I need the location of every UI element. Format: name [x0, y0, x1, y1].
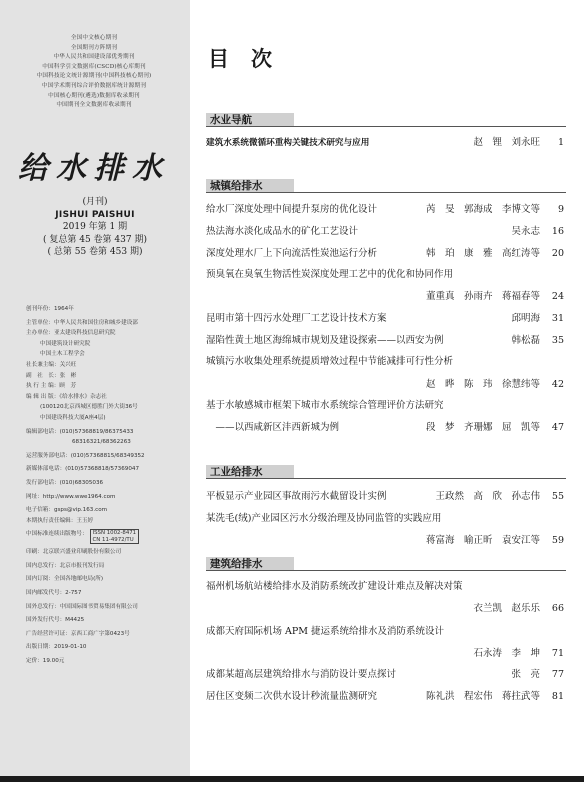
info-domestic-code: 国内邮发代号：2-757	[26, 590, 82, 597]
entry-title: 湿陷性黄土地区海绵城市规划及建设探索——以西安为例	[206, 335, 444, 346]
toc-entry[interactable]	[206, 668, 564, 682]
section-divider	[206, 126, 566, 127]
cn-number: CN 11-4972/TU	[92, 536, 134, 543]
section-header	[206, 113, 566, 127]
entry-page: 31	[551, 313, 564, 324]
info-sponsor-3: 中国土木工程学会	[40, 351, 85, 358]
entry-authors: 段 梦 齐珊娜 屈 凯等	[425, 422, 540, 433]
info-editorial-phone-2: 68316321/68362263	[72, 439, 131, 446]
indexing-line: 中国科技论文统计源期刊(中国科技核心期刊)	[36, 73, 152, 80]
entry-authors: 赵 锂 刘永旺	[473, 137, 540, 148]
toc-entry-continuation[interactable]	[206, 378, 564, 392]
info-address-2: 中国建设科技大厦A座4层)	[40, 414, 106, 421]
info-distribution-phone: 发行部电话：(010)68305036	[26, 479, 104, 486]
page-title: 目次	[208, 47, 294, 71]
info-email[interactable]: 电子信箱：gsps@vip.163.com	[26, 507, 108, 514]
entry-page: 20	[551, 248, 564, 259]
entry-authors: 衣兰凯 赵乐乐	[473, 603, 540, 614]
entry-title: 建筑水系统微循环重构关键技术研究与应用	[206, 138, 370, 148]
entry-authors: 陈礼洪 程宏伟 蒋拄武等	[425, 691, 540, 702]
entry-page: 71	[551, 648, 564, 659]
info-issue-editor: 本期执行责任编辑：王玉婷	[26, 517, 94, 524]
info-publisher: 编 辑 出 版：《给水排水》杂志社	[26, 393, 107, 400]
indexing-line: 中华人民共和国建设部优秀期刊	[53, 54, 135, 61]
indexing-line: 全国期刊方阵期刊	[70, 44, 118, 51]
info-founded: 创刊年份：1964年	[26, 306, 74, 312]
entry-page: 35	[551, 335, 564, 346]
entry-authors: 张 亮	[511, 669, 540, 680]
entry-title: 城镇污水收集处理系统提质增效过程中节能减排可行性分析	[206, 356, 454, 367]
masthead-info	[26, 304, 186, 667]
toc-entry[interactable]	[206, 690, 564, 704]
info-website[interactable]: 网址：http://www.wwe1964.com	[26, 493, 116, 500]
entry-title: 居住区变频二次供水设计秒流量监测研究	[206, 691, 378, 702]
toc-entry[interactable]	[206, 268, 564, 282]
issn-cn-box	[90, 529, 140, 544]
entry-authors: 韩松磊	[511, 335, 540, 346]
issue-number: 2019 年第 1 期	[62, 222, 128, 232]
entry-page: 42	[551, 379, 564, 390]
entry-authors: 吴永志	[511, 226, 540, 237]
indexing-line: 全国中文核心期刊	[70, 35, 118, 41]
entry-page: 9	[557, 204, 564, 215]
entry-page: 47	[551, 422, 564, 433]
toc-entry[interactable]	[206, 512, 564, 526]
info-chief-editor: 社长兼主编：关兴旺	[26, 361, 77, 368]
entry-page: 55	[551, 491, 564, 502]
svg-text:给水排水: 给水排水	[18, 151, 170, 184]
entry-authors: 芮 旻 郭海成 李博文等	[425, 204, 540, 215]
publication-info	[14, 196, 176, 259]
section-title: 城镇给排水	[210, 180, 263, 192]
entry-title: 基于水敏感城市框架下城市水系统综合管理评价方法研究	[206, 400, 444, 411]
frequency-label: (月刊)	[82, 197, 108, 207]
entry-page: 16	[551, 226, 564, 237]
entry-authors: 董重真 孙雨卉 蒋福春等	[425, 291, 540, 302]
toc-entry[interactable]	[206, 580, 564, 594]
info-publish-date: 出版日期：2019-01-10	[26, 644, 87, 651]
info-sponsor-2: 中国建筑设计研究院	[40, 340, 91, 347]
entry-authors: 蒋富海 喻正昕 袁安江等	[425, 535, 540, 546]
info-media-phone: 新媒体部电话：(010)57368818/57369047	[26, 466, 140, 473]
toc-entry-continuation[interactable]	[206, 534, 564, 548]
toc-entry[interactable]	[206, 136, 564, 150]
toc-entry[interactable]	[206, 625, 564, 639]
info-operations-phone: 运营服务部电话：(010)57368815/68349352	[26, 452, 145, 459]
info-executive-editor: 执 行 主 编：顾 芳	[26, 383, 77, 390]
series-volume-1: ( 复总第 45 卷第 437 期)	[43, 234, 147, 245]
entry-authors: 王政然 高 欣 孙志伟	[435, 491, 540, 502]
info-domestic-subscription: 国内订阅：全国各地邮电局(所)	[26, 576, 104, 583]
entry-page: 66	[551, 603, 564, 614]
info-vice-president: 副 社 长：张 彬	[26, 372, 77, 379]
toc-entry[interactable]	[206, 247, 564, 261]
info-printer: 印刷：北京联兴盛业印刷股份有限公司	[26, 549, 122, 556]
section-title: 建筑给排水	[210, 558, 263, 570]
issn-number: ISSN 1002-8471	[92, 530, 137, 537]
entry-page: 59	[551, 535, 564, 546]
toc-entry-continuation[interactable]	[206, 290, 564, 304]
info-domestic-distributor: 国内总发行：北京市报刊发行局	[26, 562, 105, 569]
journal-calligraphy-logo	[10, 150, 178, 184]
entry-title: 昆明市第十四污水处理厂工艺设计技术方案	[206, 313, 387, 324]
toc-entry[interactable]	[206, 355, 564, 369]
entry-title: 热法海水淡化成品水的矿化工艺设计	[206, 226, 359, 237]
toc-entry[interactable]	[206, 312, 564, 326]
entry-title: 给水厂深度处理中间提升泵房的优化设计	[206, 204, 378, 215]
info-supervisor: 主管单位：中华人民共和国住房和城乡建设部	[26, 319, 138, 326]
entry-title: 深度处理水厂上下向流活性炭池运行分析	[206, 248, 378, 259]
cover-sidebar	[0, 0, 190, 776]
entry-authors: 赵 晔 陈 玮 徐慧纬等	[425, 379, 540, 390]
toc-entry-continuation[interactable]	[206, 602, 564, 616]
info-sponsor: 主办单位：亚太建设科技信息研究院	[26, 330, 116, 337]
table-of-contents	[190, 0, 584, 776]
info-overseas-code: 国外发行代号：M4425	[26, 617, 85, 624]
entry-page: 1	[557, 137, 564, 148]
entry-title: 福州机场航站楼给排水及消防系统改扩建设计难点及解决对策	[206, 581, 463, 592]
entry-title: 平板显示产业园区事故雨污水截留设计实例	[206, 491, 387, 502]
toc-entry[interactable]	[206, 225, 564, 239]
entry-subtitle: ——以西咸新区沣西新城为例	[206, 422, 340, 433]
entry-title: 成都某超高层建筑给排水与消防设计要点探讨	[206, 669, 397, 680]
indexing-line: 中国核心期刊(遴选)数据库收录期刊	[48, 92, 140, 99]
serial-number-label: 中国标准连续出版物号：	[26, 531, 88, 538]
entry-page: 77	[551, 669, 564, 680]
toc-entry[interactable]	[206, 399, 564, 413]
info-editorial-phone: 编辑部电话：(010)57368819/86375433	[26, 428, 134, 435]
entry-page: 24	[551, 291, 564, 302]
indexing-line: 中国期刊全文数据库收录期刊	[56, 102, 132, 109]
entry-authors: 石永涛 李 坤	[473, 648, 540, 659]
toc-entry-continuation[interactable]	[206, 647, 564, 661]
entry-title: 成都天府国际机场 APM 捷运系统给排水及消防系统设计	[206, 626, 445, 637]
section-title: 水业导航	[210, 114, 252, 126]
journal-indexing-list	[14, 34, 174, 111]
indexing-line: 中国学术期刊综合评价数据库统计源期刊	[41, 82, 147, 89]
entry-title: 某洗毛(绒)产业园区污水分级治理及协同监管的实践应用	[206, 513, 442, 524]
section-header	[206, 179, 566, 193]
series-volume-2: ( 总第 55 卷第 453 期)	[47, 247, 143, 257]
section-header	[206, 465, 566, 479]
entry-title: 预臭氧在臭氧生物活性炭深度处理工艺中的优化和协同作用	[206, 269, 454, 280]
serial-number-row	[26, 529, 186, 544]
info-price: 定价：19.00元	[26, 658, 65, 665]
bottom-border	[0, 776, 584, 782]
toc-entry[interactable]	[206, 490, 564, 504]
section-header	[206, 557, 566, 571]
info-ad-license: 广告经营许可证：京西工商广字第0423号	[26, 630, 130, 637]
section-title: 工业给排水	[210, 466, 263, 478]
entry-page: 81	[551, 691, 564, 702]
toc-entry[interactable]	[206, 203, 564, 217]
toc-entry-continuation[interactable]	[206, 421, 564, 435]
toc-entry[interactable]	[206, 334, 564, 348]
entry-authors: 韩 珀 康 雅 高红涛等	[425, 248, 540, 259]
info-overseas-distributor: 国外总发行：中国国际图书贸易集团有限公司	[26, 603, 138, 610]
journal-pinyin: JISHUI PAISHUI	[55, 209, 135, 220]
indexing-line: 中国科学引文数据库(CSCD)核心库期刊	[42, 63, 146, 70]
entry-authors: 邱明海	[511, 313, 540, 324]
info-address: (100120北京西城区德胜门外大街36号	[40, 404, 138, 411]
